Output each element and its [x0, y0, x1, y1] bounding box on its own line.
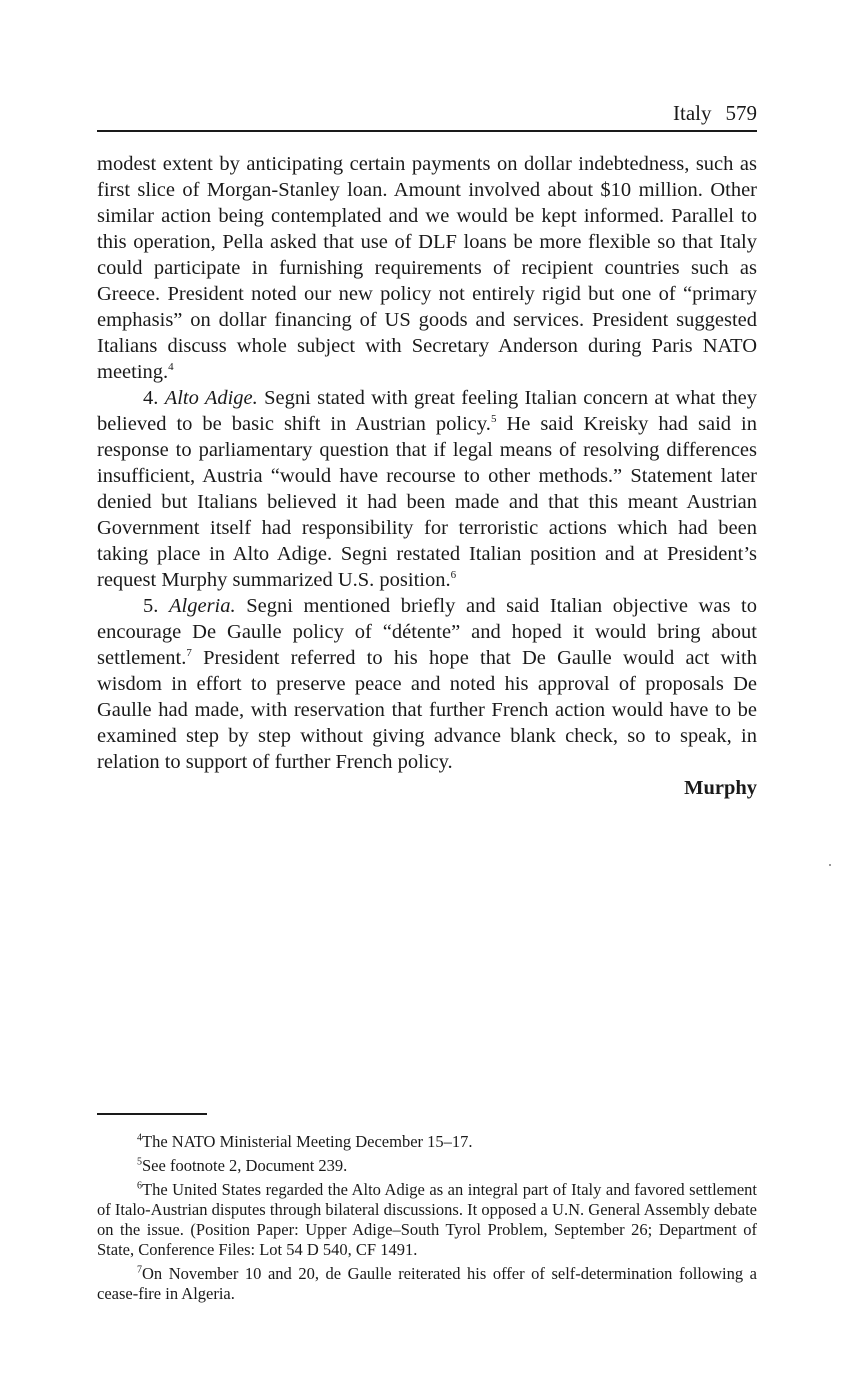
body-text: [97, 151, 757, 801]
signature: Murphy: [684, 777, 757, 799]
paragraph-1-text: modest extent by anticipating certain payments on dollar indebtedness, such as first slice of Morgan-Stanley loan. Amount involved about $10 million. Other similar action being contemplated and we would be kept informed. Parallel to this operation, Pella asked that use of DLF loans be more flexible so that Italy could participate in furnishing requirements of recipient countries such as Greece. President noted our new policy not entirely rigid but one of “primary emphasis” on dollar financing of US goods and services. President suggested Italians discuss whole subject with Secretary Anderson during Paris NATO meeting.: [97, 153, 757, 383]
running-title: Italy: [673, 101, 712, 125]
footnote-ref-4[interactable]: 4: [168, 361, 174, 374]
footnote-divider: [97, 1113, 207, 1115]
paragraph-algeria: [97, 593, 757, 775]
paragraph-text: President referred to his hope that De Gaulle would act with wisdom in effort to preserve peace and noted his approval of proposals De Gaulle had made, with reservation that further French action would have to be examined step by step without giving advance blank check, so to speak, in relation to support of further French policy.: [97, 647, 757, 773]
footnote-text: The United States regarded the Alto Adige as an integral part of Italy and favored settlement of Italo-Austrian disputes through bilateral discussions. It opposed a U.N. General Assembly debate on the issue. (Position Paper: Upper Adige–South Tyrol Problem, September 26; Department of State, Conference Files: Lot 54 D 540, CF 1491.: [97, 1180, 757, 1259]
footnote-4: [97, 1132, 757, 1152]
paragraph-text: Segni stated with great feeling Italian concern at what they believed to be basic shift in Austrian policy.: [97, 387, 757, 435]
footnote-text: See footnote 2, Document 239.: [142, 1156, 348, 1175]
footnote-ref-6[interactable]: 6: [450, 569, 457, 582]
footnote-6: [97, 1180, 757, 1260]
footnote-text: On November 10 and 20, de Gaulle reiterated his offer of self-determination following a cease-fire in Algeria.: [97, 1264, 757, 1303]
page-number: 579: [725, 101, 757, 125]
paragraph-1: [97, 151, 757, 385]
footnote-7: [97, 1264, 757, 1304]
paragraph-text: Segni mentioned briefly and said Italian objective was to encourage De Gaulle policy of “détente” and hoped it would bring about settlement.: [97, 595, 757, 669]
footnote-5: [97, 1156, 757, 1176]
footnote-number: 4: [137, 1132, 142, 1144]
stray-mark: [829, 864, 831, 866]
running-header: [97, 100, 757, 132]
footnote-ref-7[interactable]: 7: [186, 647, 192, 660]
section-title-algeria: Algeria.: [169, 595, 236, 617]
paragraph-alto-adige: [97, 385, 757, 593]
item-number: 5.: [143, 595, 159, 617]
paragraph-text: He said Kreisky had said in response to parliamentary question that if legal means of resolving differences insufficient, Austria “would have recourse to other methods.” Statement later denied but Italians believed it had been made and that this meant Austrian Government itself had responsibility for terroristic actions which had been taking place in Alto Adige. Segni restated Italian position and at President’s request Murphy summarized U.S. position.: [97, 413, 757, 591]
footnote-number: 6: [137, 1180, 142, 1192]
item-number: 4.: [143, 387, 159, 409]
footnote-text: The NATO Ministerial Meeting December 15–17.: [142, 1132, 473, 1151]
footnotes: [97, 1132, 757, 1308]
footnote-number: 5: [137, 1156, 142, 1168]
footnote-ref-5[interactable]: 5: [490, 413, 497, 426]
footnote-number: 7: [137, 1264, 142, 1276]
section-title-alto-adige: Alto Adige.: [164, 387, 258, 409]
